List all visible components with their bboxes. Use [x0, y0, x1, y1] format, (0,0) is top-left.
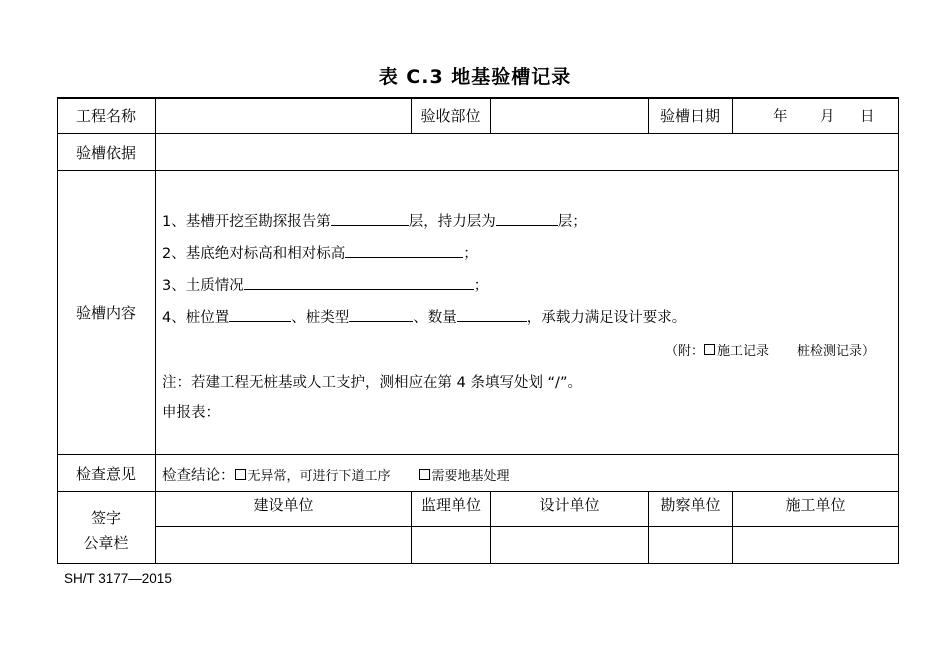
review-conclusion [162, 464, 510, 485]
content-item-4 [162, 306, 686, 327]
survey-layer-blank[interactable] [331, 211, 409, 226]
content-note: 注：若建工程无桩基或人工支护，测相应在第 4 条填写处划 “/”。 [162, 375, 582, 391]
construction-record-label: 施工记录 [717, 344, 770, 359]
month-label: 月 [820, 109, 835, 125]
pile-test-record-label: 桩检测记录 [797, 344, 863, 359]
item1-text: 1、基槽开挖至勘探报告第 [162, 214, 331, 230]
unit-construction-owner: 建设单位 [253, 495, 314, 514]
standard-code: SH/T 3177—2015 [64, 571, 172, 586]
content-label: 验槽内容 [75, 304, 136, 322]
attach-close: ） [862, 344, 876, 359]
row-divider [57, 454, 899, 455]
inspection-date-label: 验槽日期 [659, 106, 720, 125]
soil-condition-blank[interactable] [244, 275, 474, 290]
unit-survey: 勘察单位 [660, 495, 721, 514]
attachments-line [665, 340, 875, 359]
no-anomaly-label: 无异常，可进行下道工序 [247, 469, 391, 484]
item4-text-c: 、数量 [413, 310, 457, 326]
report-label: 申报表： [162, 405, 220, 421]
pile-quantity-blank[interactable] [457, 307, 527, 322]
content-item-2 [162, 242, 478, 263]
bearing-layer-blank[interactable] [496, 211, 558, 226]
sign-field-owner[interactable] [156, 527, 411, 563]
unit-contractor: 施工单位 [785, 495, 846, 514]
item4-text-a: 4、桩位置 [162, 310, 230, 326]
unit-design: 设计单位 [539, 495, 600, 514]
sign-field-survey[interactable] [649, 527, 732, 563]
sign-field-supervision[interactable] [412, 527, 490, 563]
sign-label-line1: 签字 [90, 509, 121, 527]
item4-text-d: ，承载力满足设计要求。 [526, 310, 687, 326]
acceptance-unit-field[interactable] [491, 97, 648, 133]
review-label: 检查意见 [75, 464, 136, 483]
acceptance-unit-label: 验收部位 [420, 106, 481, 125]
unit-supervision: 监理单位 [420, 495, 481, 514]
page-title: 表 C.3 地基验槽记录 [378, 66, 572, 88]
item1-text-c: 层； [557, 214, 587, 230]
content-item-3 [162, 274, 488, 295]
table-border-bottom [57, 563, 899, 564]
sign-field-design[interactable] [491, 527, 648, 563]
item1-text-b: 层，持力层为 [408, 214, 496, 230]
sign-field-contractor[interactable] [733, 527, 898, 563]
item2-end: ； [463, 246, 478, 262]
row-divider [57, 170, 899, 171]
content-item-1 [162, 210, 587, 231]
pile-type-blank[interactable] [349, 307, 413, 322]
inspection-record-table [57, 97, 899, 564]
table-border-right [898, 97, 899, 564]
elevation-blank[interactable] [345, 243, 463, 258]
conclusion-label: 检查结论： [162, 468, 235, 484]
year-label: 年 [773, 109, 788, 125]
project-name-field[interactable] [156, 97, 411, 133]
construction-record-checkbox[interactable] [704, 344, 715, 355]
project-name-label: 工程名称 [75, 106, 136, 125]
sign-label-line2: 公章栏 [83, 534, 129, 552]
foundation-treatment-label: 需要地基处理 [431, 469, 510, 484]
day-label: 日 [860, 109, 875, 125]
inspection-date-field[interactable] [733, 97, 898, 133]
no-anomaly-checkbox[interactable] [235, 469, 246, 480]
item4-text-b: 、桩类型 [291, 310, 350, 326]
attach-open: （附： [665, 344, 705, 359]
basis-field[interactable] [156, 134, 898, 170]
item2-text: 2、基底绝对标高和相对标高 [162, 246, 346, 262]
item3-text: 3、土质情况 [162, 278, 244, 294]
basis-label: 验槽依据 [75, 143, 136, 162]
foundation-treatment-checkbox[interactable] [419, 469, 430, 480]
item3-end: ； [473, 278, 489, 294]
pile-position-blank[interactable] [229, 307, 291, 322]
